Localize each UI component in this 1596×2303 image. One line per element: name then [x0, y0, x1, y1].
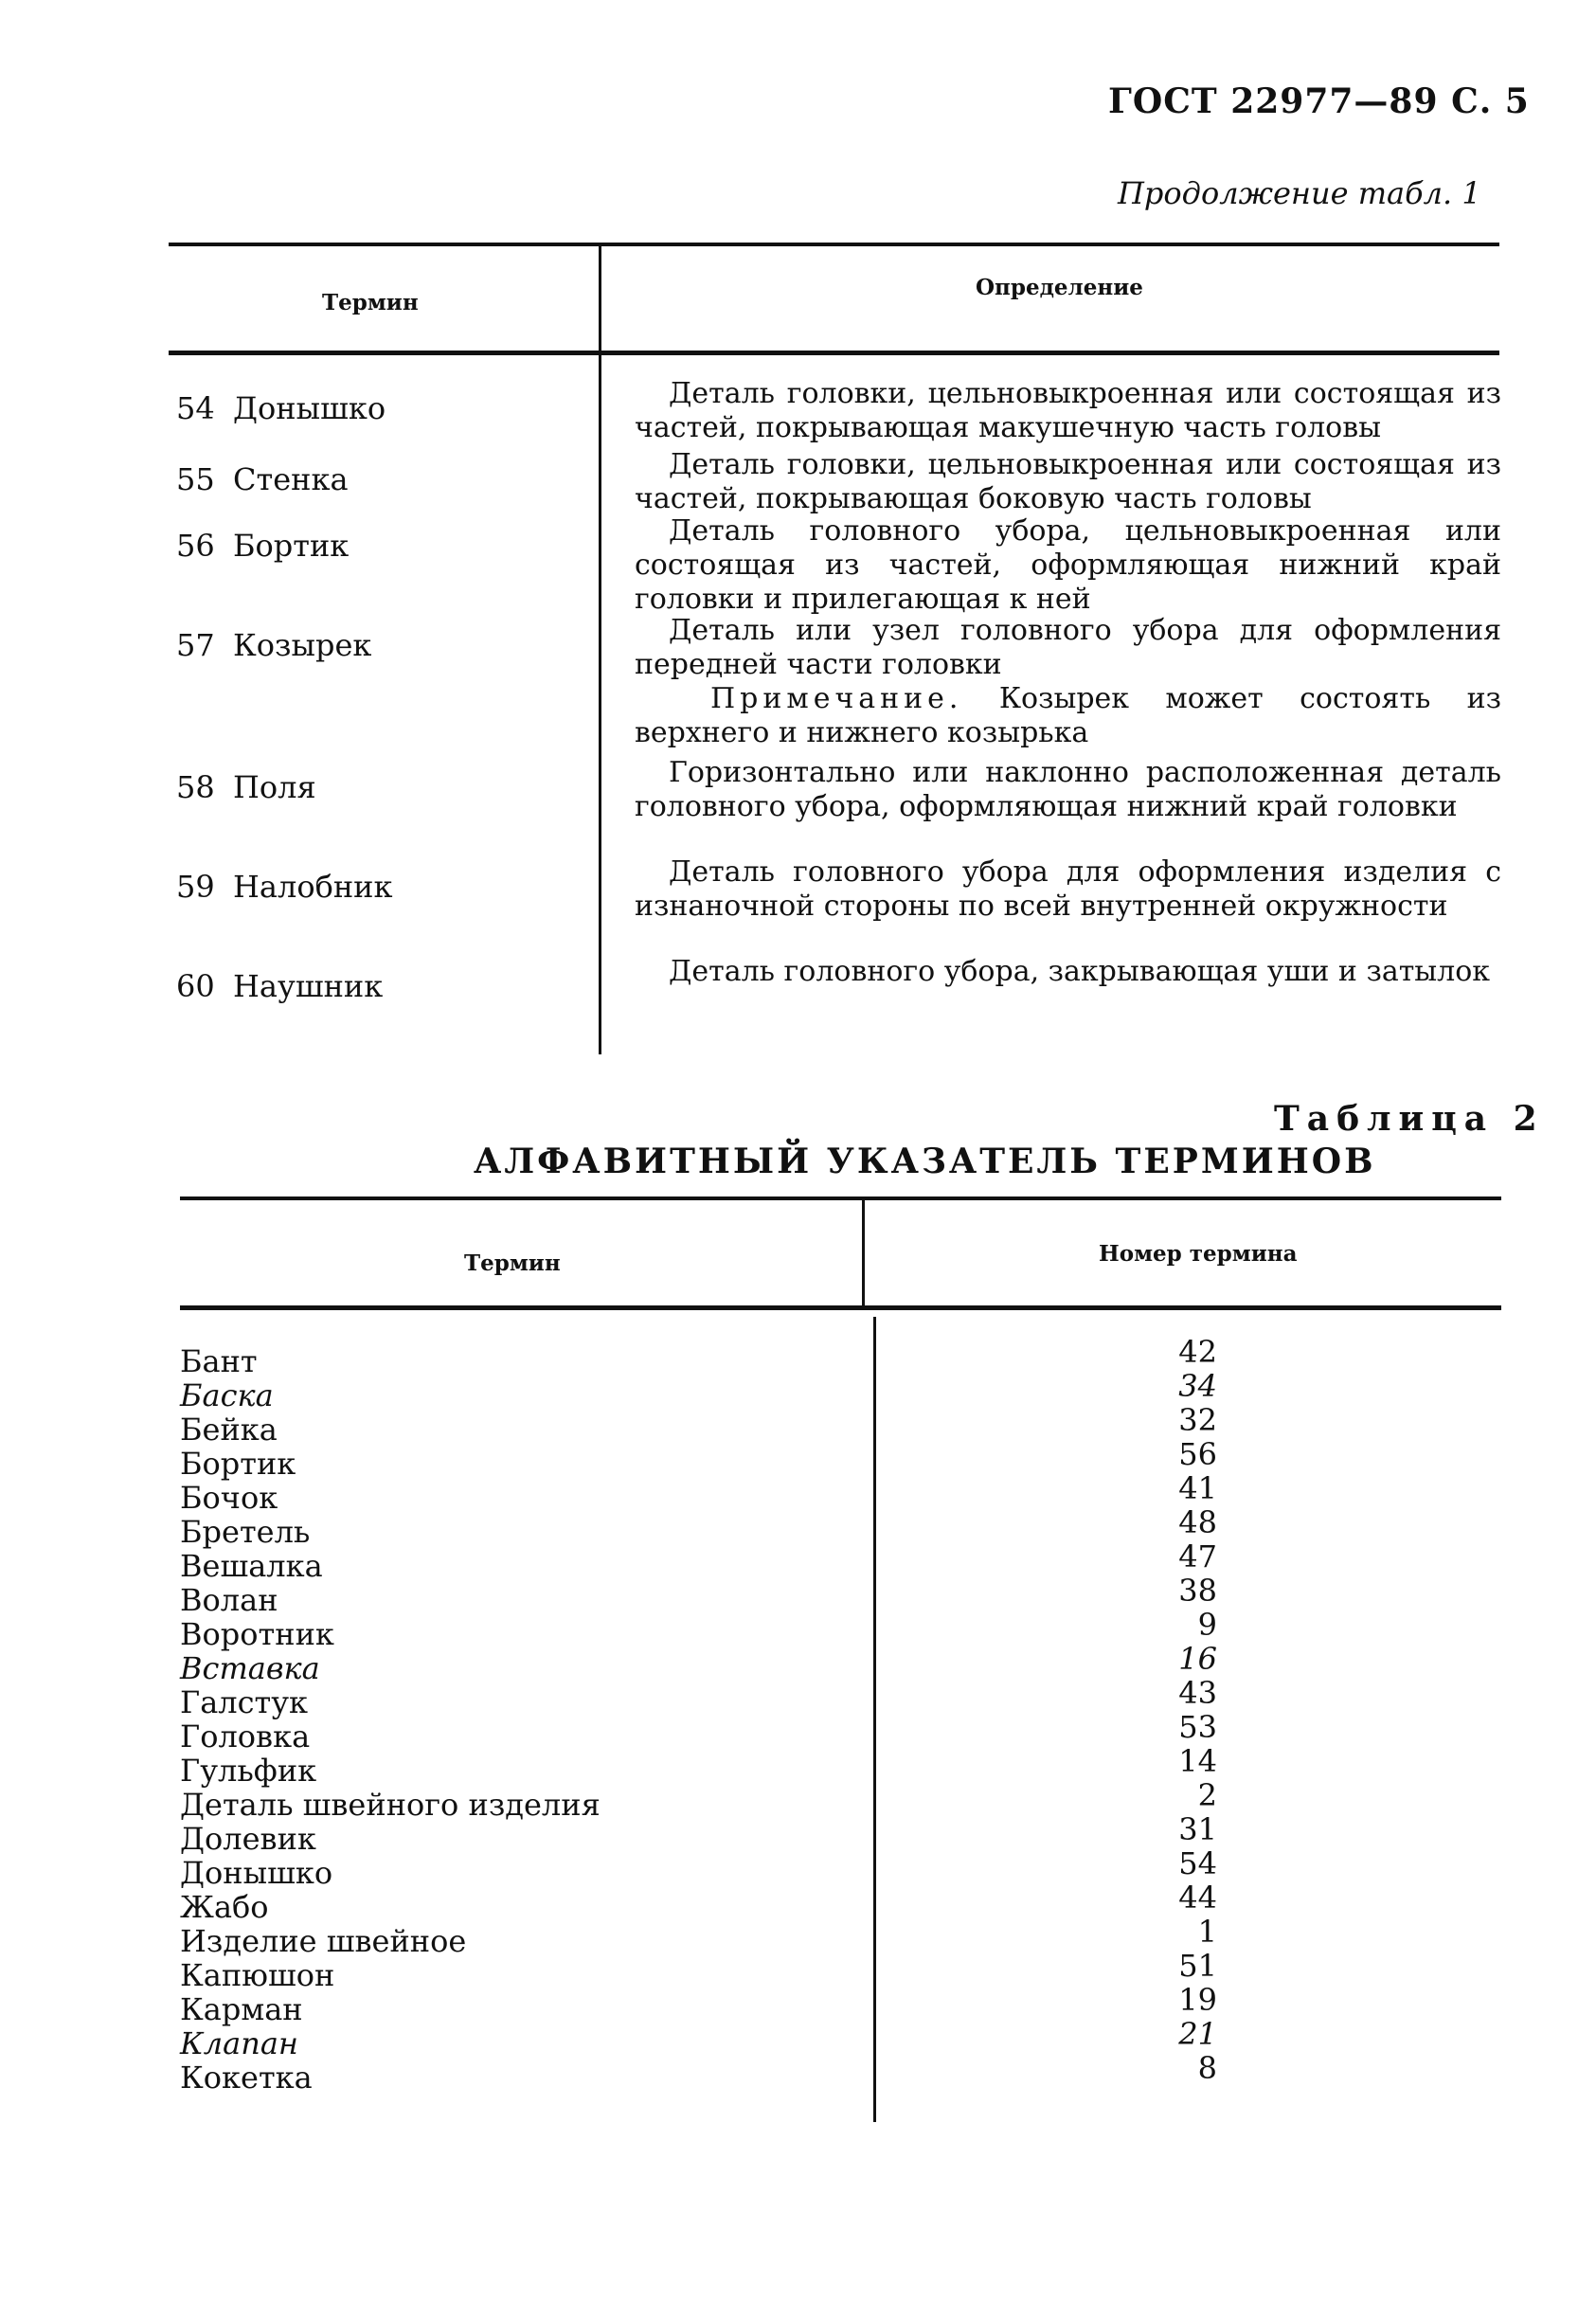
index-term: Волан [180, 1582, 278, 1618]
index-term: Бант [180, 1343, 258, 1379]
index-term: Галстук [180, 1684, 309, 1720]
index-number: 14 [1178, 1743, 1217, 1779]
table-1-term [176, 627, 371, 663]
term-name: Стенка [233, 461, 349, 497]
note-label: Примечание. [710, 682, 963, 715]
table-2-body [180, 1334, 1241, 2096]
table-1-definition [635, 614, 1501, 750]
term-name: Налобник [233, 869, 393, 905]
index-number: 53 [1178, 1709, 1217, 1745]
index-number: 42 [1178, 1334, 1217, 1370]
table-row [180, 1811, 1241, 1857]
table-1-col-term: Термин [322, 290, 419, 315]
index-number: 51 [1178, 1948, 1217, 1984]
term-number: 58 [176, 769, 215, 805]
table-1-term [176, 769, 316, 805]
index-number: 47 [1178, 1538, 1217, 1574]
index-number: 48 [1178, 1504, 1217, 1540]
table-1-term [176, 390, 386, 426]
index-term: Баска [180, 1377, 274, 1413]
term-number: 55 [176, 461, 215, 497]
table-row [180, 1334, 1241, 1379]
index-term: Бретель [180, 1514, 311, 1550]
table-1-definition [635, 514, 1501, 617]
index-term: Вставка [180, 1650, 320, 1686]
table-row [180, 1675, 1241, 1720]
index-term: Карман [180, 1991, 303, 2027]
table-2-col-term: Термин [464, 1250, 561, 1276]
table-1-term [176, 968, 383, 1004]
table-1-col-definition: Определение [976, 275, 1143, 300]
table-row [180, 1641, 1241, 1686]
index-term: Капюшон [180, 1957, 335, 1993]
table-1-top-rule [169, 243, 1499, 246]
index-number: 34 [1178, 1368, 1217, 1404]
index-number: 56 [1178, 1436, 1217, 1472]
term-number: 57 [176, 627, 215, 663]
definition-text: Горизонтально или наклонно расположенная деталь головного убора, оформляющая нижний край головки [635, 756, 1501, 823]
index-term: Бочок [180, 1480, 278, 1516]
table-1-term [176, 528, 349, 564]
term-name: Донышко [233, 390, 386, 426]
table-1-definition [635, 955, 1501, 989]
definition-text: Деталь головки, цельновыкроенная или состоящая из частей, покрывающая макушечную часть головы [635, 377, 1501, 444]
index-term: Бортик [180, 1446, 296, 1482]
table-row [180, 1709, 1241, 1754]
index-number: 32 [1178, 1402, 1217, 1438]
table-1-header-rule [169, 351, 1499, 355]
term-name: Наушник [233, 968, 384, 1004]
index-term: Гульфик [180, 1753, 317, 1789]
table-1-term [176, 869, 393, 905]
table-row [180, 1743, 1241, 1789]
index-term: Головка [180, 1718, 311, 1754]
table-1-definition [635, 377, 1501, 445]
index-term: Жабо [180, 1889, 269, 1925]
continuation-note: Продолжение табл. 1 [1118, 175, 1481, 211]
table-row [180, 1573, 1241, 1618]
table-row [180, 1982, 1241, 2027]
table-row [180, 1845, 1241, 1891]
term-number: 54 [176, 390, 215, 426]
definition-text: Деталь головного убора для оформления изделия с изнаночной стороны по всей внутренней окружности [635, 855, 1501, 923]
index-number: 16 [1178, 1641, 1217, 1677]
definition-text: Деталь головного убора, закрывающая уши и затылок [669, 955, 1491, 988]
document-code: ГОСТ 22977—89 С. 5 [1108, 81, 1530, 121]
table-row [180, 1538, 1241, 1584]
term-name: Поля [233, 769, 316, 805]
index-term: Вешалка [180, 1548, 323, 1584]
term-number: 60 [176, 968, 215, 1004]
table-row [180, 1948, 1241, 1993]
table-row [180, 2050, 1241, 2096]
table-2-title: АЛФАВИТНЫЙ УКАЗАТЕЛЬ ТЕРМИНОВ [474, 1142, 1376, 1181]
term-name: Козырек [233, 627, 372, 663]
index-number: 9 [1197, 1607, 1217, 1643]
table-row [180, 1368, 1241, 1413]
table-row [180, 1880, 1241, 1925]
table-row [180, 2016, 1241, 2061]
index-term: Донышко [180, 1855, 333, 1891]
table-1-definition [635, 855, 1501, 924]
index-term: Долевик [180, 1821, 316, 1857]
note-text: Козырек может состоять из верхнего и нижнего козырька [635, 682, 1501, 749]
index-term: Бейка [180, 1412, 278, 1448]
index-number: 41 [1178, 1470, 1217, 1506]
index-number: 8 [1197, 2050, 1217, 2086]
table-row [180, 1470, 1241, 1516]
index-number: 31 [1178, 1811, 1217, 1847]
definition-text: Деталь головки, цельновыкроенная или состоящая из частей, покрывающая боковую часть головы [635, 448, 1501, 515]
index-number: 19 [1178, 1982, 1217, 2018]
index-term: Изделие швейное [180, 1923, 467, 1959]
table-1-definition [635, 756, 1501, 824]
index-number: 2 [1197, 1777, 1217, 1813]
index-number: 1 [1197, 1914, 1217, 1950]
index-number: 54 [1178, 1845, 1217, 1881]
table-1-column-divider [599, 244, 601, 1054]
table-2-top-rule [180, 1196, 1501, 1200]
table-row [180, 1504, 1241, 1550]
table-2-col-number: Номер термина [1099, 1241, 1298, 1267]
definition-text: Деталь головного убора, цельновыкроенная или состоящая из частей, оформляющая нижний край головки и прилегающая к ней [635, 514, 1501, 616]
index-number: 21 [1178, 2016, 1217, 2052]
table-2-header-divider [862, 1198, 865, 1309]
table-row [180, 1436, 1241, 1482]
table-row [180, 1402, 1241, 1448]
index-number: 44 [1178, 1880, 1217, 1916]
index-term: Клапан [180, 2025, 298, 2061]
definition-text: Деталь или узел головного убора для оформления передней части головки [635, 614, 1501, 681]
term-number: 56 [176, 528, 215, 564]
index-term: Воротник [180, 1616, 334, 1652]
table-1-term [176, 461, 349, 497]
table-row [180, 1914, 1241, 1959]
table-row [180, 1777, 1241, 1823]
term-number: 59 [176, 869, 215, 905]
table-row [180, 1607, 1241, 1652]
definition-note [635, 682, 1501, 750]
index-term: Кокетка [180, 2060, 313, 2096]
index-term: Деталь швейного изделия [180, 1787, 601, 1823]
term-name: Бортик [233, 528, 350, 564]
index-number: 38 [1178, 1573, 1217, 1609]
index-number: 43 [1178, 1675, 1217, 1711]
table-2-header-rule [180, 1305, 1501, 1310]
table-1-definition [635, 448, 1501, 516]
table-2-label: Таблица 2 [1274, 1099, 1545, 1139]
